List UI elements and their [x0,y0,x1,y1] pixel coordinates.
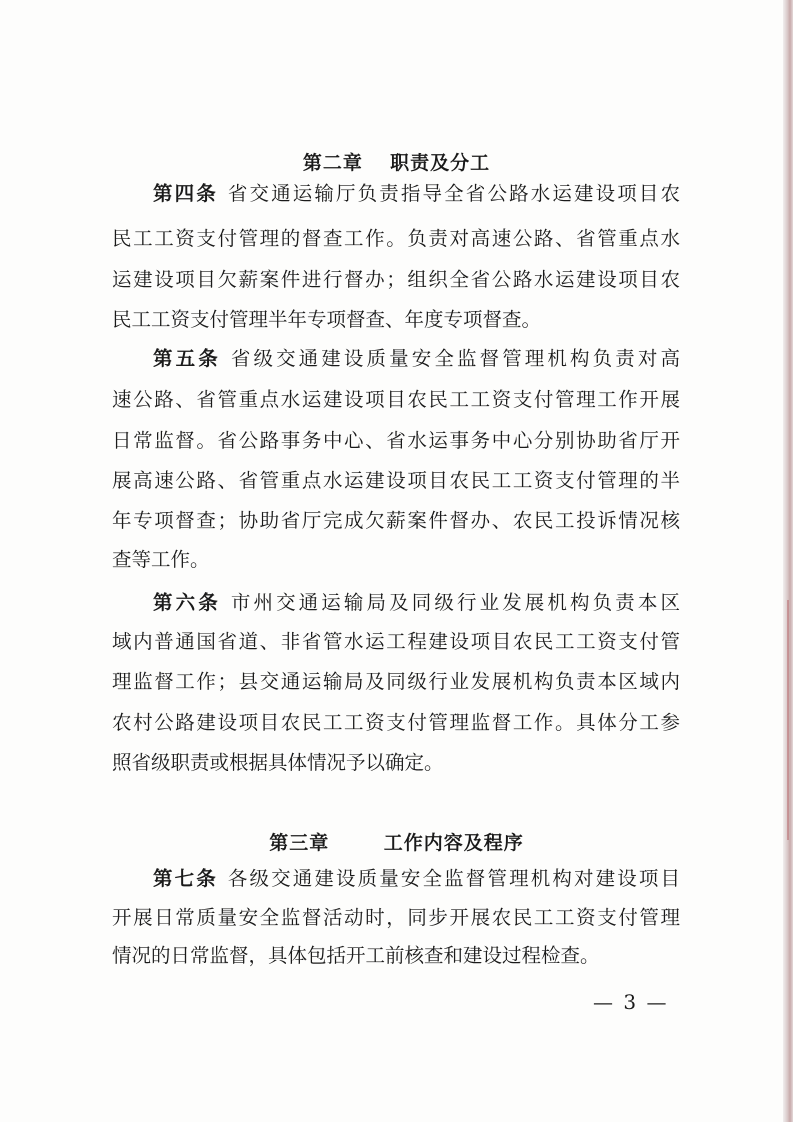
article-7-label: 第七条 [153,867,218,890]
article-6-line: 理监督工作；县交通运输局及同级行业发展机构负责本区域内 [112,670,680,693]
article-5-line: 查等工作。 [112,548,210,571]
article-6-line: 照省级职责或根据具体情况予以确定。 [112,751,444,774]
page-number: — 3 — [593,990,669,1014]
article-4-line: 运建设项目欠薪案件进行督办；组织全省公路水运建设项目农 [112,268,680,291]
article-5-line: 速公路、省管重点水运建设项目农民工工资支付管理工作开展 [112,388,680,411]
article-5-line: 展高速公路、省管重点水运建设项目农民工工资支付管理的半 [112,469,680,492]
article-5-line: 年专项督查；协助省厅完成欠薪案件督办、农民工投诉情况核 [112,509,680,532]
article-5-label: 第五条 [153,347,221,370]
article-5-line: 日常监督。省公路事务中心、省水运事务中心分别协助省厅开 [112,429,680,452]
article-6-label: 第六条 [153,591,221,614]
chapter-heading: 第三章 工作内容及程序 [269,832,524,854]
chapter-heading: 第二章 职责及分工 [302,152,491,174]
article-6-line: 域内普通国省道、非省管水运工程建设项目农民工工资支付管 [112,630,680,653]
article-7-line: 开展日常质量安全监督活动时，同步开展农民工工资支付管理 [112,906,680,929]
article-6-line: 第六条 市州交通运输局及同级行业发展机构负责本区 [153,591,680,614]
article-6-line: 农村公路建设项目农民工工资支付管理监督工作。具体分工参 [112,711,680,734]
article-7-line: 第七条 各级交通建设质量安全监督管理机构对建设项目 [153,867,680,890]
article-4-label: 第四条 [153,182,218,205]
article-7-line: 情况的日常监督，具体包括开工前核查和建设过程检查。 [112,944,600,967]
article-4-line: 民工工资支付管理半年专项督查、年度专项督查。 [112,308,542,331]
article-4-line: 第四条 省交通运输厅负责指导全省公路水运建设项目农 [153,182,680,205]
article-4-line: 民工工资支付管理的督查工作。负责对高速公路、省管重点水 [112,227,680,250]
article-5-line: 第五条 省级交通建设质量安全监督管理机构负责对高 [153,347,680,370]
